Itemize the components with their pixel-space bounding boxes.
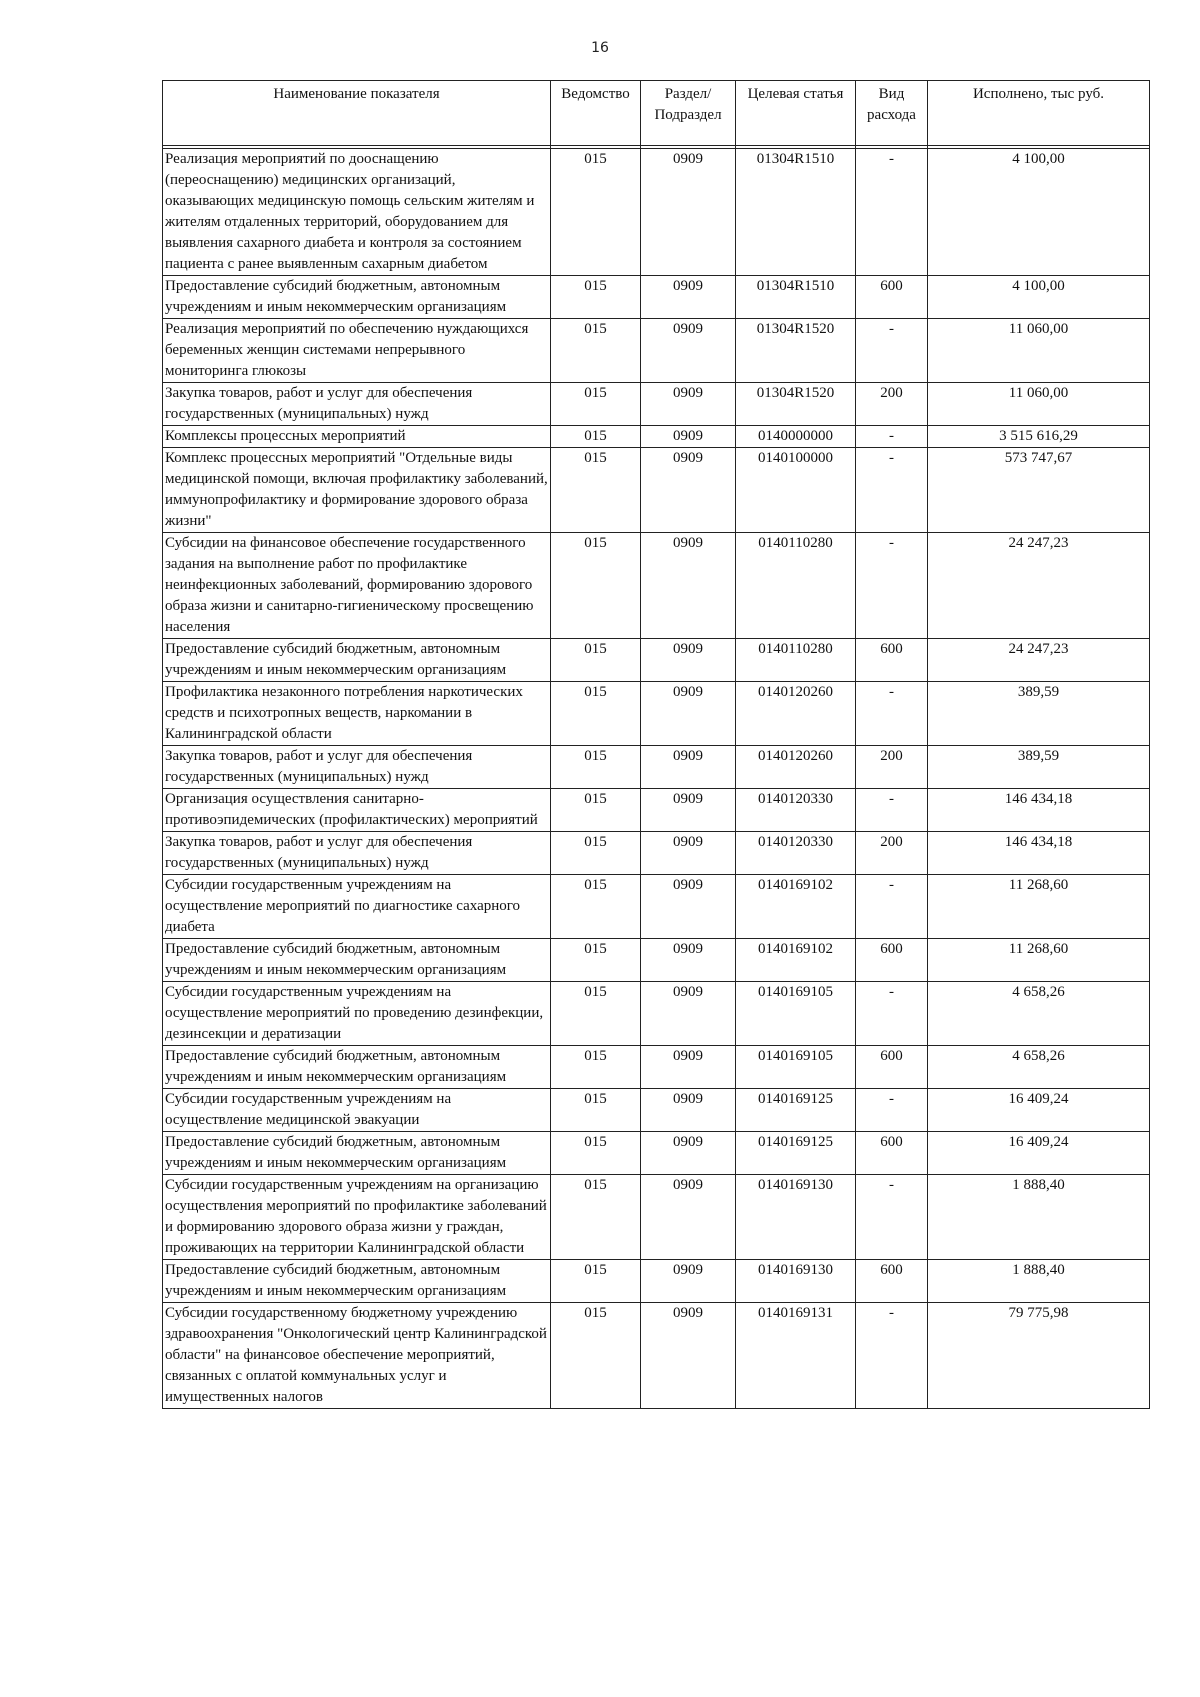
cell-executed: 79 775,98	[928, 1303, 1150, 1409]
cell-expense: 600	[856, 1260, 928, 1303]
cell-executed: 11 060,00	[928, 319, 1150, 383]
table-row	[163, 1175, 1150, 1260]
table-body	[163, 146, 1150, 1409]
cell-name: Профилактика незаконного потребления наркотических средств и психотропных веществ, наркомании в Калининградской области	[163, 682, 551, 746]
cell-expense: 200	[856, 383, 928, 426]
header-dept: Ведомство	[551, 81, 641, 146]
cell-target: 0140110280	[736, 639, 856, 682]
cell-target: 0140169131	[736, 1303, 856, 1409]
cell-executed: 11 268,60	[928, 939, 1150, 982]
cell-dept: 015	[551, 276, 641, 319]
cell-section: 0909	[641, 276, 736, 319]
cell-dept: 015	[551, 383, 641, 426]
table-header-row	[163, 81, 1150, 146]
table-row	[163, 832, 1150, 875]
table-row	[163, 149, 1150, 276]
cell-expense: -	[856, 682, 928, 746]
cell-section: 0909	[641, 789, 736, 832]
table-row	[163, 1132, 1150, 1175]
cell-name: Реализация мероприятий по обеспечению нуждающихся беременных женщин системами непрерывного мониторинга глюкозы	[163, 319, 551, 383]
cell-dept: 015	[551, 746, 641, 789]
cell-section: 0909	[641, 533, 736, 639]
table-row	[163, 1303, 1150, 1409]
cell-target: 0140169130	[736, 1175, 856, 1260]
cell-executed: 11 268,60	[928, 875, 1150, 939]
cell-target: 0140169125	[736, 1132, 856, 1175]
cell-name: Предоставление субсидий бюджетным, автономным учреждениям и иным некоммерческим организациям	[163, 276, 551, 319]
cell-name: Субсидии государственным учреждениям на осуществление медицинской эвакуации	[163, 1089, 551, 1132]
cell-dept: 015	[551, 875, 641, 939]
cell-dept: 015	[551, 149, 641, 276]
cell-target: 0140110280	[736, 533, 856, 639]
cell-section: 0909	[641, 832, 736, 875]
cell-dept: 015	[551, 426, 641, 448]
cell-expense: 600	[856, 276, 928, 319]
cell-dept: 015	[551, 1132, 641, 1175]
cell-dept: 015	[551, 639, 641, 682]
cell-name: Субсидии государственным учреждениям на организацию осуществления мероприятий по профилактике заболеваний и формированию здорового образа жизни у граждан, проживающих на территории Калининградской области	[163, 1175, 551, 1260]
cell-dept: 015	[551, 1046, 641, 1089]
cell-section: 0909	[641, 426, 736, 448]
cell-name: Предоставление субсидий бюджетным, автономным учреждениям и иным некоммерческим организациям	[163, 1260, 551, 1303]
cell-target: 0140169105	[736, 982, 856, 1046]
cell-target: 0140000000	[736, 426, 856, 448]
cell-expense: 600	[856, 1046, 928, 1089]
cell-section: 0909	[641, 1260, 736, 1303]
cell-executed: 4 100,00	[928, 276, 1150, 319]
table-row	[163, 639, 1150, 682]
table-row	[163, 448, 1150, 533]
table-row	[163, 1089, 1150, 1132]
cell-name: Закупка товаров, работ и услуг для обеспечения государственных (муниципальных) нужд	[163, 832, 551, 875]
cell-dept: 015	[551, 319, 641, 383]
header-executed: Исполнено, тыс руб.	[928, 81, 1150, 146]
cell-target: 01304R1510	[736, 276, 856, 319]
cell-name: Предоставление субсидий бюджетным, автономным учреждениям и иным некоммерческим организациям	[163, 939, 551, 982]
cell-section: 0909	[641, 1046, 736, 1089]
header-section: Раздел/ Подраздел	[641, 81, 736, 146]
table-row	[163, 982, 1150, 1046]
cell-name: Реализация мероприятий по дооснащению (переоснащению) медицинских организаций, оказывающих медицинскую помощь сельским жителям и жителям отдаленных территорий, оборудованием для выявления сахарного диабета и контроля за состоянием пациента с ранее выявленным сахарным диабетом	[163, 149, 551, 276]
cell-executed: 1 888,40	[928, 1175, 1150, 1260]
cell-expense: -	[856, 789, 928, 832]
cell-section: 0909	[641, 639, 736, 682]
cell-executed: 146 434,18	[928, 832, 1150, 875]
cell-expense: 600	[856, 939, 928, 982]
cell-executed: 24 247,23	[928, 639, 1150, 682]
cell-name: Предоставление субсидий бюджетным, автономным учреждениям и иным некоммерческим организациям	[163, 1132, 551, 1175]
cell-executed: 146 434,18	[928, 789, 1150, 832]
cell-dept: 015	[551, 448, 641, 533]
cell-dept: 015	[551, 1175, 641, 1260]
cell-target: 01304R1520	[736, 383, 856, 426]
cell-expense: 200	[856, 832, 928, 875]
cell-name: Закупка товаров, работ и услуг для обеспечения государственных (муниципальных) нужд	[163, 383, 551, 426]
cell-section: 0909	[641, 746, 736, 789]
table-row	[163, 1046, 1150, 1089]
cell-name: Предоставление субсидий бюджетным, автономным учреждениям и иным некоммерческим организациям	[163, 639, 551, 682]
cell-name: Субсидии государственным учреждениям на осуществление мероприятий по диагностике сахарного диабета	[163, 875, 551, 939]
cell-target: 0140120330	[736, 789, 856, 832]
cell-executed: 389,59	[928, 682, 1150, 746]
table-row	[163, 682, 1150, 746]
table-row	[163, 426, 1150, 448]
cell-expense: -	[856, 426, 928, 448]
cell-dept: 015	[551, 1089, 641, 1132]
header-expense: Вид расхода	[856, 81, 928, 146]
cell-executed: 1 888,40	[928, 1260, 1150, 1303]
cell-executed: 4 658,26	[928, 982, 1150, 1046]
cell-expense: -	[856, 1303, 928, 1409]
cell-name: Комплекс процессных мероприятий "Отдельные виды медицинской помощи, включая профилактику заболеваний, иммунопрофилактику и формирование здорового образа жизни"	[163, 448, 551, 533]
cell-executed: 389,59	[928, 746, 1150, 789]
cell-name: Предоставление субсидий бюджетным, автономным учреждениям и иным некоммерческим организациям	[163, 1046, 551, 1089]
cell-executed: 3 515 616,29	[928, 426, 1150, 448]
cell-executed: 4 100,00	[928, 149, 1150, 276]
table-row	[163, 276, 1150, 319]
budget-execution-table	[162, 80, 1150, 1409]
cell-executed: 573 747,67	[928, 448, 1150, 533]
table-row	[163, 533, 1150, 639]
table-row	[163, 383, 1150, 426]
cell-dept: 015	[551, 789, 641, 832]
header-name: Наименование показателя	[163, 81, 551, 146]
cell-target: 0140169102	[736, 939, 856, 982]
cell-target: 01304R1520	[736, 319, 856, 383]
cell-section: 0909	[641, 319, 736, 383]
cell-name: Комплексы процессных мероприятий	[163, 426, 551, 448]
cell-dept: 015	[551, 832, 641, 875]
cell-executed: 16 409,24	[928, 1089, 1150, 1132]
cell-target: 0140100000	[736, 448, 856, 533]
page-number: 16	[591, 40, 609, 56]
cell-target: 0140169130	[736, 1260, 856, 1303]
cell-expense: 600	[856, 1132, 928, 1175]
cell-executed: 4 658,26	[928, 1046, 1150, 1089]
cell-target: 0140120260	[736, 682, 856, 746]
table-row	[163, 319, 1150, 383]
cell-name: Субсидии на финансовое обеспечение государственного задания на выполнение работ по профилактике неинфекционных заболеваний, формированию здорового образа жизни и санитарно-гигиеническому просвещению населения	[163, 533, 551, 639]
cell-section: 0909	[641, 149, 736, 276]
header-target: Целевая статья	[736, 81, 856, 146]
cell-expense: -	[856, 875, 928, 939]
cell-target: 0140169102	[736, 875, 856, 939]
cell-section: 0909	[641, 939, 736, 982]
table-row	[163, 1260, 1150, 1303]
table-row	[163, 875, 1150, 939]
cell-expense: 600	[856, 639, 928, 682]
cell-dept: 015	[551, 1260, 641, 1303]
cell-target: 0140120330	[736, 832, 856, 875]
table-row	[163, 939, 1150, 982]
cell-section: 0909	[641, 448, 736, 533]
cell-executed: 11 060,00	[928, 383, 1150, 426]
cell-section: 0909	[641, 1132, 736, 1175]
cell-section: 0909	[641, 982, 736, 1046]
cell-expense: -	[856, 149, 928, 276]
cell-target: 01304R1510	[736, 149, 856, 276]
cell-section: 0909	[641, 383, 736, 426]
cell-target: 0140120260	[736, 746, 856, 789]
cell-name: Субсидии государственным учреждениям на осуществление мероприятий по проведению дезинфекции, дезинсекции и дератизации	[163, 982, 551, 1046]
cell-name: Организация осуществления санитарно-противоэпидемических (профилактических) мероприятий	[163, 789, 551, 832]
cell-expense: -	[856, 1089, 928, 1132]
cell-section: 0909	[641, 1303, 736, 1409]
cell-name: Закупка товаров, работ и услуг для обеспечения государственных (муниципальных) нужд	[163, 746, 551, 789]
cell-executed: 24 247,23	[928, 533, 1150, 639]
cell-section: 0909	[641, 1089, 736, 1132]
cell-section: 0909	[641, 682, 736, 746]
cell-expense: -	[856, 319, 928, 383]
cell-dept: 015	[551, 682, 641, 746]
cell-dept: 015	[551, 1303, 641, 1409]
cell-section: 0909	[641, 1175, 736, 1260]
cell-dept: 015	[551, 533, 641, 639]
cell-name: Субсидии государственному бюджетному учреждению здравоохранения "Онкологический центр Калининградской области" на финансовое обеспечение мероприятий, связанных с оплатой коммунальных услуг и имущественных налогов	[163, 1303, 551, 1409]
cell-target: 0140169105	[736, 1046, 856, 1089]
cell-executed: 16 409,24	[928, 1132, 1150, 1175]
table-row	[163, 789, 1150, 832]
cell-expense: 200	[856, 746, 928, 789]
cell-expense: -	[856, 448, 928, 533]
cell-section: 0909	[641, 875, 736, 939]
cell-dept: 015	[551, 982, 641, 1046]
cell-dept: 015	[551, 939, 641, 982]
table-row	[163, 746, 1150, 789]
cell-target: 0140169125	[736, 1089, 856, 1132]
cell-expense: -	[856, 533, 928, 639]
cell-expense: -	[856, 982, 928, 1046]
cell-expense: -	[856, 1175, 928, 1260]
